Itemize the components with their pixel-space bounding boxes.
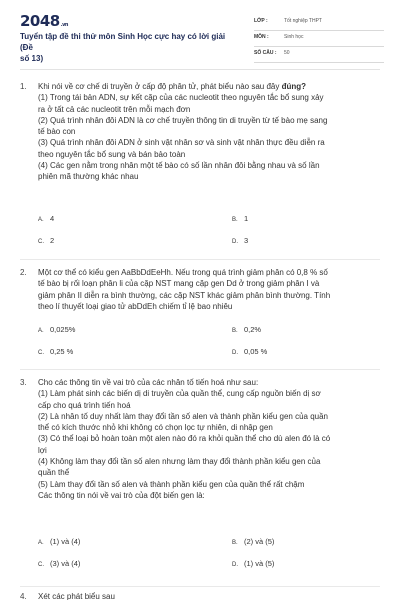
question-line-text: (2) Là nhân tố duy nhất làm thay đổi tần số alen và thành phần kiểu gen của quần	[38, 411, 328, 421]
document-title-line: Tuyển tập đề thi thử môn Sinh Học cực hay có lời giải (Đề	[20, 32, 226, 52]
option-text: (2) và (5)	[244, 537, 275, 546]
question-line-text: (5) Làm thay đổi tần số alen và thành phần kiểu gen của quần thể rất chậm	[38, 479, 305, 489]
answer-option[interactable]	[232, 536, 274, 549]
question-divider	[20, 586, 380, 587]
question-line-text: phiên mã thường khác nhau	[38, 172, 139, 182]
option-letter: A.	[38, 328, 44, 334]
document-meta	[254, 15, 384, 63]
question-line-text: quần thể	[38, 468, 70, 478]
question-line	[38, 81, 383, 92]
question-line	[38, 591, 383, 600]
option-letter: A.	[38, 540, 44, 546]
question-line	[38, 422, 383, 433]
question-line	[38, 267, 383, 278]
question-line-text: theo nguyên tắc bổ sung và bán bảo toàn	[38, 149, 186, 159]
question-line-text: (4) Các gen nằm trong nhân một tế bào có số lần nhân đôi bằng nhau và số lần	[38, 161, 320, 171]
answer-option[interactable]	[38, 346, 73, 359]
option-letter: B.	[232, 328, 238, 334]
meta-key: SỐ CÂU :	[254, 50, 277, 56]
question-line	[38, 290, 383, 301]
site-logo[interactable]	[20, 12, 68, 30]
answer-option[interactable]	[232, 213, 248, 226]
option-letter: A.	[38, 217, 44, 223]
document-header	[0, 0, 400, 64]
option-letter: B.	[232, 540, 238, 546]
question-line-text: cấp cho quá trình tiến hoá	[38, 400, 131, 410]
answer-option[interactable]	[38, 213, 54, 226]
question-text	[38, 377, 383, 501]
question-mark: ?	[301, 82, 306, 91]
question-divider	[20, 369, 380, 370]
header-divider	[20, 69, 380, 70]
question-line	[38, 467, 383, 478]
question-line-text: giảm phân II diễn ra bình thường, các cặp NST khác giảm phân bình thường. Tính	[38, 290, 331, 300]
question-number: 3.	[20, 378, 27, 387]
meta-row-class	[254, 15, 384, 31]
question-line	[38, 479, 383, 490]
document-title-line: số 13)	[20, 54, 44, 63]
answer-option[interactable]	[232, 558, 274, 571]
question-line-text: (1) Làm phát sinh các biến dị di truyền của quần thể, cung cấp nguồn biến dị sơ	[38, 389, 321, 399]
question-line-text: (3) Quá trình nhân đôi ADN ở sinh vật nhân sơ và sinh vật nhân thực đều diễn ra	[38, 138, 325, 148]
question-line	[38, 445, 383, 456]
meta-value: 50	[284, 50, 290, 56]
answer-option[interactable]	[38, 558, 80, 571]
question-line	[38, 104, 383, 115]
option-text: 0,025%	[50, 325, 76, 334]
question-line-text: theo lí thuyết loại giao tử abDdEh chiếm tỉ lệ bao nhiêu	[38, 301, 233, 311]
question-line	[38, 433, 383, 444]
question-text	[38, 591, 383, 600]
question-line	[38, 411, 383, 422]
question-line	[38, 490, 383, 501]
logo-suffix: .vn	[60, 22, 68, 28]
question-divider	[20, 259, 380, 260]
answer-option[interactable]	[232, 324, 261, 337]
question-line	[38, 171, 383, 182]
question-line	[38, 400, 383, 411]
option-text: 0,2%	[244, 325, 262, 334]
option-text: 0,25 %	[50, 347, 74, 356]
meta-key: MÔN :	[254, 34, 269, 40]
question-line	[38, 92, 383, 103]
question-line-text: Cho các thông tin về vai trò của các nhân tố tiến hoá như sau:	[38, 378, 259, 387]
option-text: 2	[50, 236, 55, 245]
question-number: 1.	[20, 82, 27, 91]
meta-value: Sinh học	[284, 34, 304, 40]
option-text: 4	[50, 214, 55, 223]
option-letter: C.	[38, 239, 44, 245]
question-line	[38, 278, 383, 289]
question-line	[38, 115, 383, 126]
option-letter: D.	[232, 350, 238, 356]
option-text: 1	[244, 214, 249, 223]
option-letter: C.	[38, 350, 44, 356]
question-number: 4.	[20, 592, 27, 600]
option-letter: D.	[232, 239, 238, 245]
meta-row-question-count	[254, 47, 384, 63]
meta-value: Tốt nghiệp THPT	[284, 18, 322, 24]
question-text	[38, 267, 383, 312]
answer-option[interactable]	[232, 346, 267, 359]
option-text: (3) và (4)	[50, 559, 81, 568]
answer-option[interactable]	[38, 536, 80, 549]
question-line-text: thể có kích thước nhỏ khi không có chọn lọc tự nhiên, di nhập gen	[38, 423, 273, 433]
question-line-text: (3) Có thể loại bỏ hoàn toàn một alen nào đó ra khỏi quần thể cho dù alen đó là có	[38, 434, 331, 444]
question-line-text: (4) Không làm thay đổi tần số alen nhưng làm thay đổi thành phần kiểu gen của	[38, 457, 321, 467]
question-line-text: ra ở tất cả các nucleotit trên mỗi mạch đơn	[38, 104, 191, 114]
question-line-text: Xét các phát biểu sau	[38, 592, 115, 600]
meta-row-subject	[254, 31, 384, 47]
meta-key: LỚP :	[254, 18, 268, 24]
document-title	[20, 31, 236, 64]
option-letter: D.	[232, 562, 238, 568]
question-line	[38, 126, 383, 137]
question-line-text: Các thông tin nói về vai trò của đột biến gen là:	[38, 490, 205, 500]
question-text	[38, 81, 383, 183]
option-text: 3	[244, 236, 249, 245]
answer-option[interactable]	[38, 324, 75, 337]
question-line	[38, 149, 383, 160]
question-line	[38, 301, 383, 312]
answer-option[interactable]	[38, 235, 54, 248]
question-line	[38, 388, 383, 399]
question-line-text: tế bào bị rối loạn phân li của cặp NST mang cặp gen Dd ở trong giảm phân I và	[38, 279, 320, 289]
question-line	[38, 456, 383, 467]
question-line	[38, 160, 383, 171]
option-letter: B.	[232, 217, 238, 223]
answer-option[interactable]	[232, 235, 248, 248]
option-text: (1) và (4)	[50, 537, 81, 546]
question-line-text: (1) Trong tái bản ADN, sự kết cặp của các nucleotit theo nguyên tắc bổ sung xảy	[38, 93, 324, 103]
emphasis-text: đúng	[281, 82, 302, 91]
option-text: 0,05 %	[244, 347, 268, 356]
question-line-text: tế bào con	[38, 127, 76, 137]
question-line	[38, 137, 383, 148]
question-line	[38, 377, 383, 388]
question-line-text: Một cơ thể có kiểu gen AaBbDdEeHh. Nếu trong quá trình giảm phân có 0,8 % số	[38, 268, 328, 277]
question-line-text: Khi nói về cơ chế di truyền ở cấp độ phân tử, phát biểu nào sau đây	[38, 82, 282, 91]
option-text: (1) và (5)	[244, 559, 275, 568]
question-line-text: lợi	[38, 445, 47, 455]
question-line-text: (2) Quá trình nhân đôi ADN là cơ chế truyền thông tin di truyền từ tế bào mẹ sang	[38, 115, 328, 125]
option-letter: C.	[38, 562, 44, 568]
logo-text: 2048	[20, 12, 60, 30]
question-number: 2.	[20, 268, 27, 277]
